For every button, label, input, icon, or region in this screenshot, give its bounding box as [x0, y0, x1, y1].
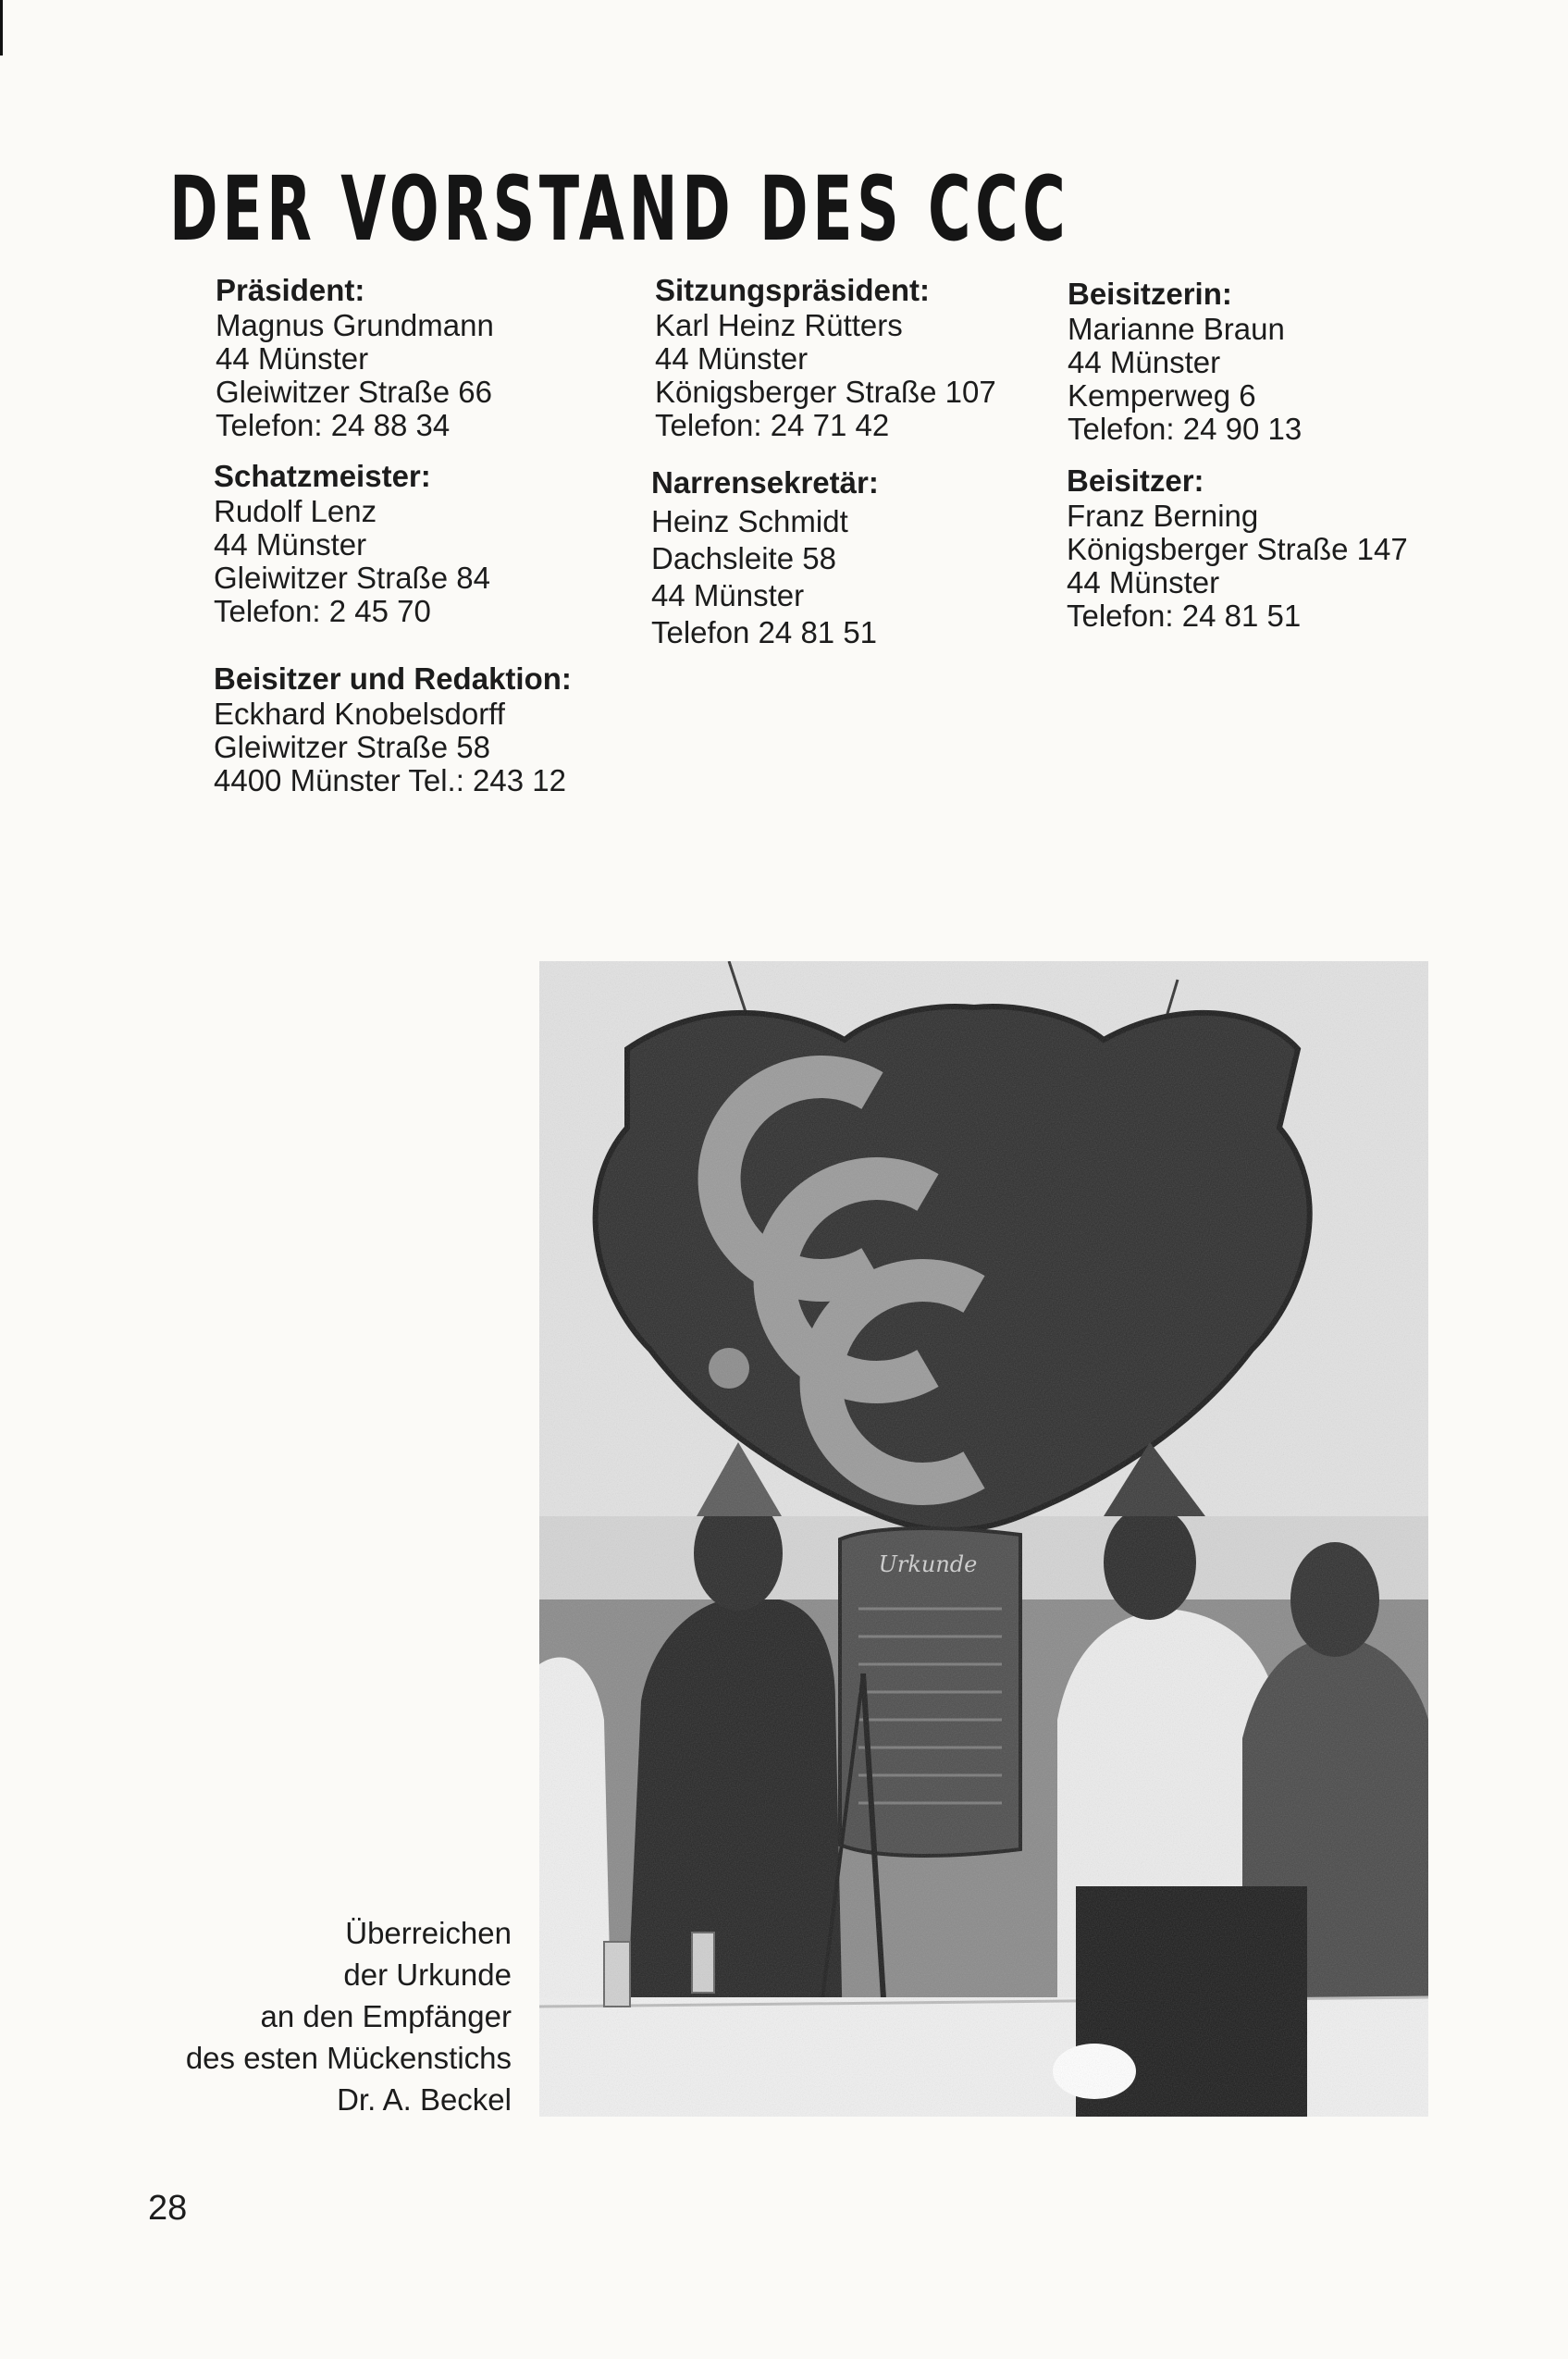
role-label: Beisitzer und Redaktion:: [214, 661, 572, 696]
member-beisitzerin: [1068, 278, 1302, 446]
role-label: Narrensekretär:: [651, 465, 879, 500]
caption-line: Dr. A. Beckel: [337, 2082, 512, 2117]
member-city: 44 Münster: [1067, 565, 1220, 599]
member-street: Gleiwitzer Straße 58: [214, 730, 490, 764]
member-city: 44 Münster: [1068, 345, 1221, 379]
member-city: 44 Münster: [214, 527, 367, 562]
member-phone: Telefon: 24 90 13: [1068, 412, 1303, 446]
member-name: Franz Berning: [1067, 499, 1259, 533]
member-phone: Telefon: 2 45 70: [214, 594, 431, 628]
member-city-phone: 4400 Münster Tel.: 243 12: [214, 763, 566, 797]
role-label: Schatzmeister:: [214, 459, 431, 493]
member-name: Eckhard Knobelsdorff: [214, 697, 505, 731]
member-city: 44 Münster: [216, 341, 369, 376]
ceremony-photo: [539, 961, 1428, 2117]
member-name: Heinz Schmidt: [651, 504, 848, 538]
member-street: Gleiwitzer Straße 66: [216, 375, 492, 409]
role-label: Präsident:: [216, 273, 365, 307]
member-beisitzer: [1067, 464, 1408, 633]
member-street: Königsberger Straße 107: [655, 375, 996, 409]
member-street: Kemperweg 6: [1068, 378, 1256, 413]
member-city: 44 Münster: [655, 341, 809, 376]
member-name: Marianne Braun: [1068, 312, 1285, 346]
member-name: Karl Heinz Rütters: [655, 308, 903, 342]
member-street: Gleiwitzer Straße 84: [214, 561, 490, 595]
member-phone: Telefon 24 81 51: [651, 615, 878, 649]
member-street: Königsberger Straße 147: [1067, 532, 1408, 566]
page-title: DER VORSTAND DES CCC: [169, 157, 1070, 261]
page-edge-mark: [0, 0, 3, 56]
caption-line: der Urkunde: [343, 1958, 512, 1992]
page-number: 28: [148, 2189, 188, 2228]
member-city: 44 Münster: [651, 578, 805, 612]
member-narrensekretaer: [651, 464, 879, 651]
role-label: Sitzungspräsident:: [655, 273, 931, 307]
member-phone: Telefon: 24 88 34: [216, 408, 451, 442]
caption-line: Überreichen: [345, 1916, 512, 1950]
role-label: Beisitzer:: [1067, 463, 1204, 498]
caption-line: an den Empfänger: [260, 1999, 512, 2033]
caption-line: des esten Mückenstichs: [185, 2041, 512, 2075]
member-street: Dachsleite 58: [651, 541, 836, 575]
member-phone: Telefon: 24 71 42: [655, 408, 890, 442]
member-phone: Telefon: 24 81 51: [1067, 599, 1302, 633]
member-sitzungspraesident: [655, 274, 996, 442]
photo-caption: [186, 1912, 512, 2120]
role-label: Beisitzerin:: [1068, 277, 1232, 311]
member-name: Rudolf Lenz: [214, 494, 377, 528]
member-beisitzer-redaktion: [214, 662, 572, 797]
member-name: Magnus Grundmann: [216, 308, 494, 342]
member-schatzmeister: [214, 460, 490, 628]
member-praesident: [216, 274, 494, 442]
